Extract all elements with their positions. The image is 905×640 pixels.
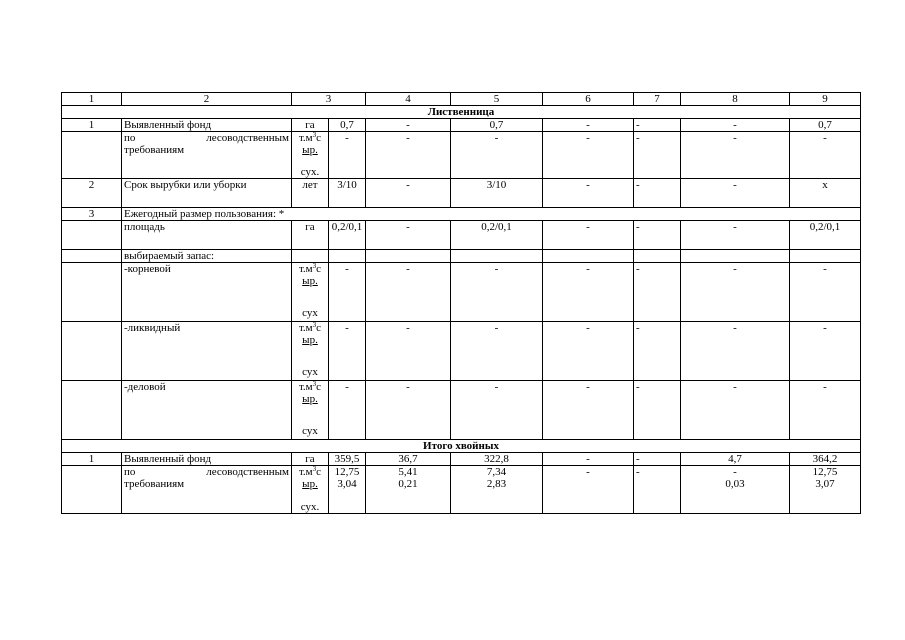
row-label-line: по лесоводственным: [124, 466, 289, 478]
header-col-6: 6: [543, 93, 634, 106]
value-cell: -: [681, 263, 790, 322]
row-label: [122, 132, 292, 179]
unit-cell: $т.м^3с$ ыр. сух: [292, 263, 329, 322]
empty-cell: [543, 250, 634, 263]
value-cell: -: [451, 381, 543, 440]
unit-cell: $т.м^3с$ ыр. сух: [292, 381, 329, 440]
value-cell: -: [543, 119, 634, 132]
value-cell: -: [634, 119, 681, 132]
table-row: [62, 250, 861, 263]
empty-cell: [451, 250, 543, 263]
value-cell: 12,75 3,04: [329, 466, 366, 514]
forest-fund-table: [61, 92, 861, 514]
table-row: [62, 221, 861, 250]
value-cell: -: [681, 179, 790, 208]
value-cell: 5,41 0,21: [366, 466, 451, 514]
value-cell: -: [366, 221, 451, 250]
unit-cell: га: [292, 221, 329, 250]
value-cell: -: [790, 263, 861, 322]
value-cell: -: [681, 119, 790, 132]
value-cell: -: [366, 381, 451, 440]
value-cell: 0,2/0,1: [329, 221, 366, 250]
value-cell: х: [790, 179, 861, 208]
empty-cell: [62, 322, 122, 381]
value-cell: -: [634, 322, 681, 381]
empty-cell: [62, 132, 122, 179]
unit-cell: $т.м^3с$ ыр. сух: [292, 322, 329, 381]
header-col-1: 1: [62, 93, 122, 106]
value-cell: -: [366, 322, 451, 381]
row-number: 1: [62, 453, 122, 466]
value-cell: -: [790, 322, 861, 381]
section-row-larch: [62, 106, 861, 119]
value-cell: -: [451, 322, 543, 381]
section-title: Лиственница: [62, 106, 861, 119]
value-cell: 4,7: [681, 453, 790, 466]
value-cell: - 0,03: [681, 466, 790, 514]
empty-cell: [292, 250, 329, 263]
value-cell: -: [634, 221, 681, 250]
value-cell: -: [543, 322, 634, 381]
empty-cell: [634, 250, 681, 263]
table-row: [62, 466, 861, 514]
empty-cell: [62, 221, 122, 250]
header-col-8: 8: [681, 93, 790, 106]
row-label-line: требованиям: [124, 478, 185, 490]
empty-cell: [681, 250, 790, 263]
row-label: -деловой: [122, 381, 292, 440]
value-cell: -: [634, 466, 681, 514]
value-cell: 0,2/0,1: [790, 221, 861, 250]
row-number: 2: [62, 179, 122, 208]
table-row: [62, 179, 861, 208]
row-number: 1: [62, 119, 122, 132]
value-cell: -: [681, 132, 790, 179]
value-cell: 7,34 2,83: [451, 466, 543, 514]
row-label: -ликвидный: [122, 322, 292, 381]
value-cell: 12,75 3,07: [790, 466, 861, 514]
section-title: Итого хвойных: [62, 440, 861, 453]
header-col-9: 9: [790, 93, 861, 106]
table-row: [62, 263, 861, 322]
row-label-line: требованиям: [124, 144, 185, 156]
table-row: [62, 132, 861, 179]
row-label: площадь: [122, 221, 292, 250]
value-cell: 3/10: [329, 179, 366, 208]
value-cell: 36,7: [366, 453, 451, 466]
table-row: [62, 381, 861, 440]
unit-cell: $т.м^3с$ ыр. сух.: [292, 466, 329, 514]
value-cell: 322,8: [451, 453, 543, 466]
value-cell: 0,7: [451, 119, 543, 132]
value-cell: -: [634, 453, 681, 466]
row-label: -корневой: [122, 263, 292, 322]
header-row: [62, 93, 861, 106]
value-cell: 359,5: [329, 453, 366, 466]
value-cell: -: [790, 381, 861, 440]
value-cell: -: [634, 381, 681, 440]
value-cell: -: [329, 322, 366, 381]
value-cell: -: [451, 263, 543, 322]
header-col-3: 3: [292, 93, 366, 106]
value-cell: -: [634, 132, 681, 179]
value-cell: -: [329, 381, 366, 440]
empty-cell: [62, 250, 122, 263]
value-cell: -: [543, 132, 634, 179]
empty-cell: [366, 250, 451, 263]
unit-cell: га: [292, 119, 329, 132]
value-cell: -: [366, 179, 451, 208]
value-cell: 0,7: [329, 119, 366, 132]
value-cell: -: [366, 263, 451, 322]
value-cell: -: [681, 322, 790, 381]
row-label: Выявленный фонд: [122, 119, 292, 132]
value-cell: -: [543, 381, 634, 440]
value-cell: 3/10: [451, 179, 543, 208]
table-row: [62, 119, 861, 132]
header-col-4: 4: [366, 93, 451, 106]
value-cell: -: [329, 132, 366, 179]
empty-cell: [62, 466, 122, 514]
section-row-total: [62, 440, 861, 453]
value-cell: -: [543, 453, 634, 466]
table-row: [62, 322, 861, 381]
row-label-line: по лесоводственным: [124, 132, 289, 144]
value-cell: -: [366, 119, 451, 132]
unit-cell: $т.м^3с$ ыр. сух.: [292, 132, 329, 179]
value-cell: -: [543, 466, 634, 514]
value-cell: -: [681, 381, 790, 440]
row-label: Выявленный фонд: [122, 453, 292, 466]
row-label: Срок вырубки или уборки: [122, 179, 292, 208]
value-cell: -: [543, 179, 634, 208]
row-number: 3: [62, 208, 122, 221]
value-cell: -: [366, 132, 451, 179]
header-col-5: 5: [451, 93, 543, 106]
value-cell: -: [329, 263, 366, 322]
header-col-7: 7: [634, 93, 681, 106]
unit-cell: га: [292, 453, 329, 466]
value-cell: -: [634, 263, 681, 322]
value-cell: 0,7: [790, 119, 861, 132]
value-cell: -: [451, 132, 543, 179]
unit-cell: лет: [292, 179, 329, 208]
empty-cell: [329, 250, 366, 263]
row-label: выбираемый запас:: [122, 250, 292, 263]
header-col-2: 2: [122, 93, 292, 106]
empty-cell: [790, 250, 861, 263]
row-label: Ежегодный размер пользования: *: [122, 208, 861, 221]
empty-cell: [62, 263, 122, 322]
table-row: [62, 208, 861, 221]
row-label: [122, 466, 292, 514]
value-cell: -: [634, 179, 681, 208]
value-cell: -: [543, 221, 634, 250]
value-cell: -: [543, 263, 634, 322]
value-cell: 364,2: [790, 453, 861, 466]
table-row: [62, 453, 861, 466]
value-cell: -: [790, 132, 861, 179]
empty-cell: [62, 381, 122, 440]
value-cell: -: [681, 221, 790, 250]
value-cell: 0,2/0,1: [451, 221, 543, 250]
